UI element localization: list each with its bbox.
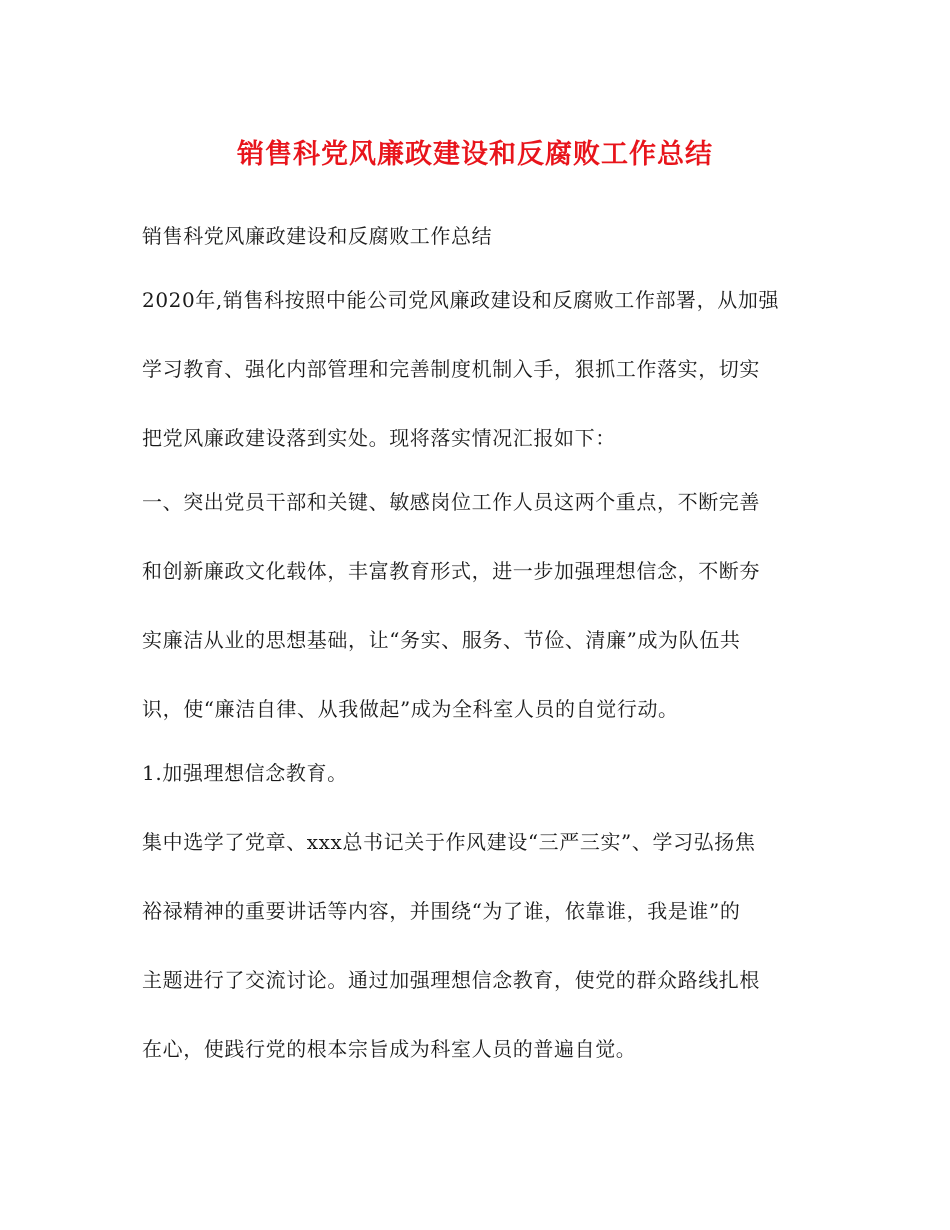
paragraph-line: 识，使“廉洁自律、从我做起”成为全科室人员的自觉行动。 xyxy=(142,697,679,721)
section-heading-line: 1.加强理想信念教育。 xyxy=(142,761,348,785)
paragraph-line: 实廉洁从业的思想基础，让“务实、服务、节俭、清廉”成为队伍共 xyxy=(142,628,741,652)
paragraph-line: 主题进行了交流讨论。通过加强理想信念教育，使党的群众路线扎根 xyxy=(142,968,760,992)
paragraph-line: 裕禄精神的重要讲话等内容，并围绕“为了谁，依靠谁，我是谁”的 xyxy=(142,899,741,923)
paragraph-line: 学习教育、强化内部管理和完善制度机制入手，狠抓工作落实，切实 xyxy=(142,357,760,381)
paragraph-line: 和创新廉政文化载体，丰富教育形式，进一步加强理想信念，不断夯 xyxy=(142,559,760,583)
paragraph-line: 集中选学了党章、xxx总书记关于作风建设“三严三实”、学习弘扬焦 xyxy=(142,830,756,854)
paragraph-line: 在心，使践行党的根本宗旨成为科室人员的普遍自觉。 xyxy=(142,1037,637,1061)
paragraph-heading-line: 销售科党风廉政建设和反腐败工作总结 xyxy=(142,224,493,248)
document-title: 销售科党风廉政建设和反腐败工作总结 xyxy=(237,139,713,170)
paragraph-line: 一、突出党员干部和关键、敏感岗位工作人员这两个重点，不断完善 xyxy=(142,490,760,514)
paragraph-line: 把党风廉政建设落到实处。现将落实情况汇报如下： xyxy=(142,426,616,450)
paragraph-line: 2020年,销售科按照中能公司党风廉政建设和反腐败工作部署，从加强 xyxy=(142,288,780,312)
